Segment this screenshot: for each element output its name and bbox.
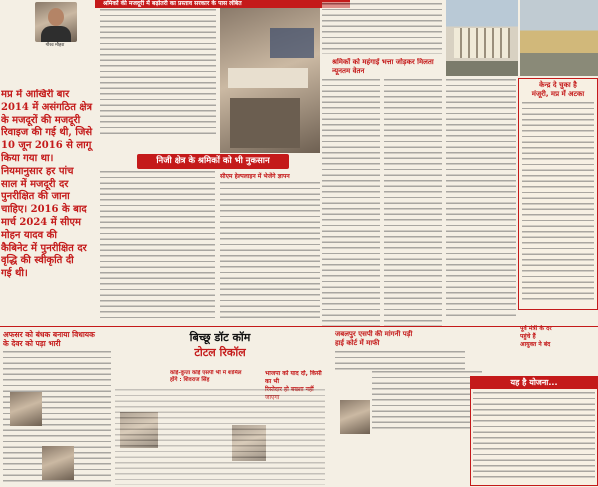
bottom-sidebar-headline: पूर्व मंत्री के दर पहुंचे हैं आयुक्त ने बंद — [520, 325, 552, 348]
portrait-1 — [10, 392, 42, 426]
building-photo — [446, 0, 518, 76]
brand-box — [170, 330, 270, 366]
top-strip-text: श्रमिकों की मजदूरी में बढ़ोतरी का प्रस्ताव सरकार के पास लंबित — [103, 0, 242, 7]
article-column-1 — [100, 8, 216, 138]
workers-photo — [220, 8, 320, 153]
left-headline: मप्र में आखिरी बार 2014 में असंगठित क्षेत्र के मजदूरों की मजदूरी रिवाइज की गई थी, जिसे 10 जून 2016 से लागू किया गया था। नियमानुसार हर पांच साल में मजदूरी दर पुनरीक्षित की जाना चाहिए। 2016 के बाद मार्च 2024 में सीएम मोहन यादव की कैबिनेट में पुनरीक्षित दर वृद्धि की स्वीकृति दी गई थी। — [1, 89, 93, 280]
section-divider — [0, 326, 598, 327]
author-photo — [35, 2, 77, 42]
right-box-heading: केन्द्र दे चुका है मंजूरी, मप्र में अटका — [531, 81, 585, 98]
portrait-2 — [42, 446, 74, 480]
portrait-5 — [340, 400, 370, 434]
article-column-3 — [220, 181, 320, 320]
article-column-6 — [384, 78, 442, 328]
bottom-right-body — [335, 350, 465, 370]
item1-headline: कोई-कुत्ता कोई एसपी भी में शामिल होंगे : शिवराज सिंह — [170, 370, 242, 383]
brand-line-1: बिच्छू डॉट कॉम — [189, 331, 251, 344]
right-box — [518, 78, 598, 310]
bottom-left-headline: अफसर को बंधक बनाया विधायक के देवर को पड़ा भारी — [3, 330, 95, 348]
bottom-right-headline: जबलपुर एसपी की मांगनी पड़ी हाई कोर्ट में माफी — [335, 330, 413, 347]
right-subhead: श्रमिकों को महंगाई भत्ता जोड़कर मिलता न्यूनतम वेतन — [332, 58, 434, 75]
brand-line-2: टोटल रिकॉल — [194, 346, 246, 359]
article-column-5 — [322, 78, 380, 328]
top-strip — [95, 0, 350, 8]
item2-headline: भाजपा को याद दो, किसी का भी रिस्तेदार हो बख्शा नहीं जाएगा — [265, 370, 322, 401]
sidebar-column — [446, 78, 516, 318]
center-heading: सीएम हेल्पलाइन में भेजेंगे ज्ञापन — [220, 173, 290, 180]
bus-photo — [520, 0, 598, 76]
author-name: गौरव मौहरा — [45, 43, 65, 48]
article-column-2 — [100, 170, 215, 320]
bottom-right-body-2 — [372, 370, 482, 430]
private-sector-heading: निजी क्षेत्र के श्रमिकों को भी नुकसान — [137, 154, 289, 169]
yojana-heading: यह है योजना... — [471, 377, 597, 389]
article-column-4 — [322, 2, 442, 54]
yojana-box — [470, 376, 598, 486]
bottom-center-body — [115, 388, 325, 485]
